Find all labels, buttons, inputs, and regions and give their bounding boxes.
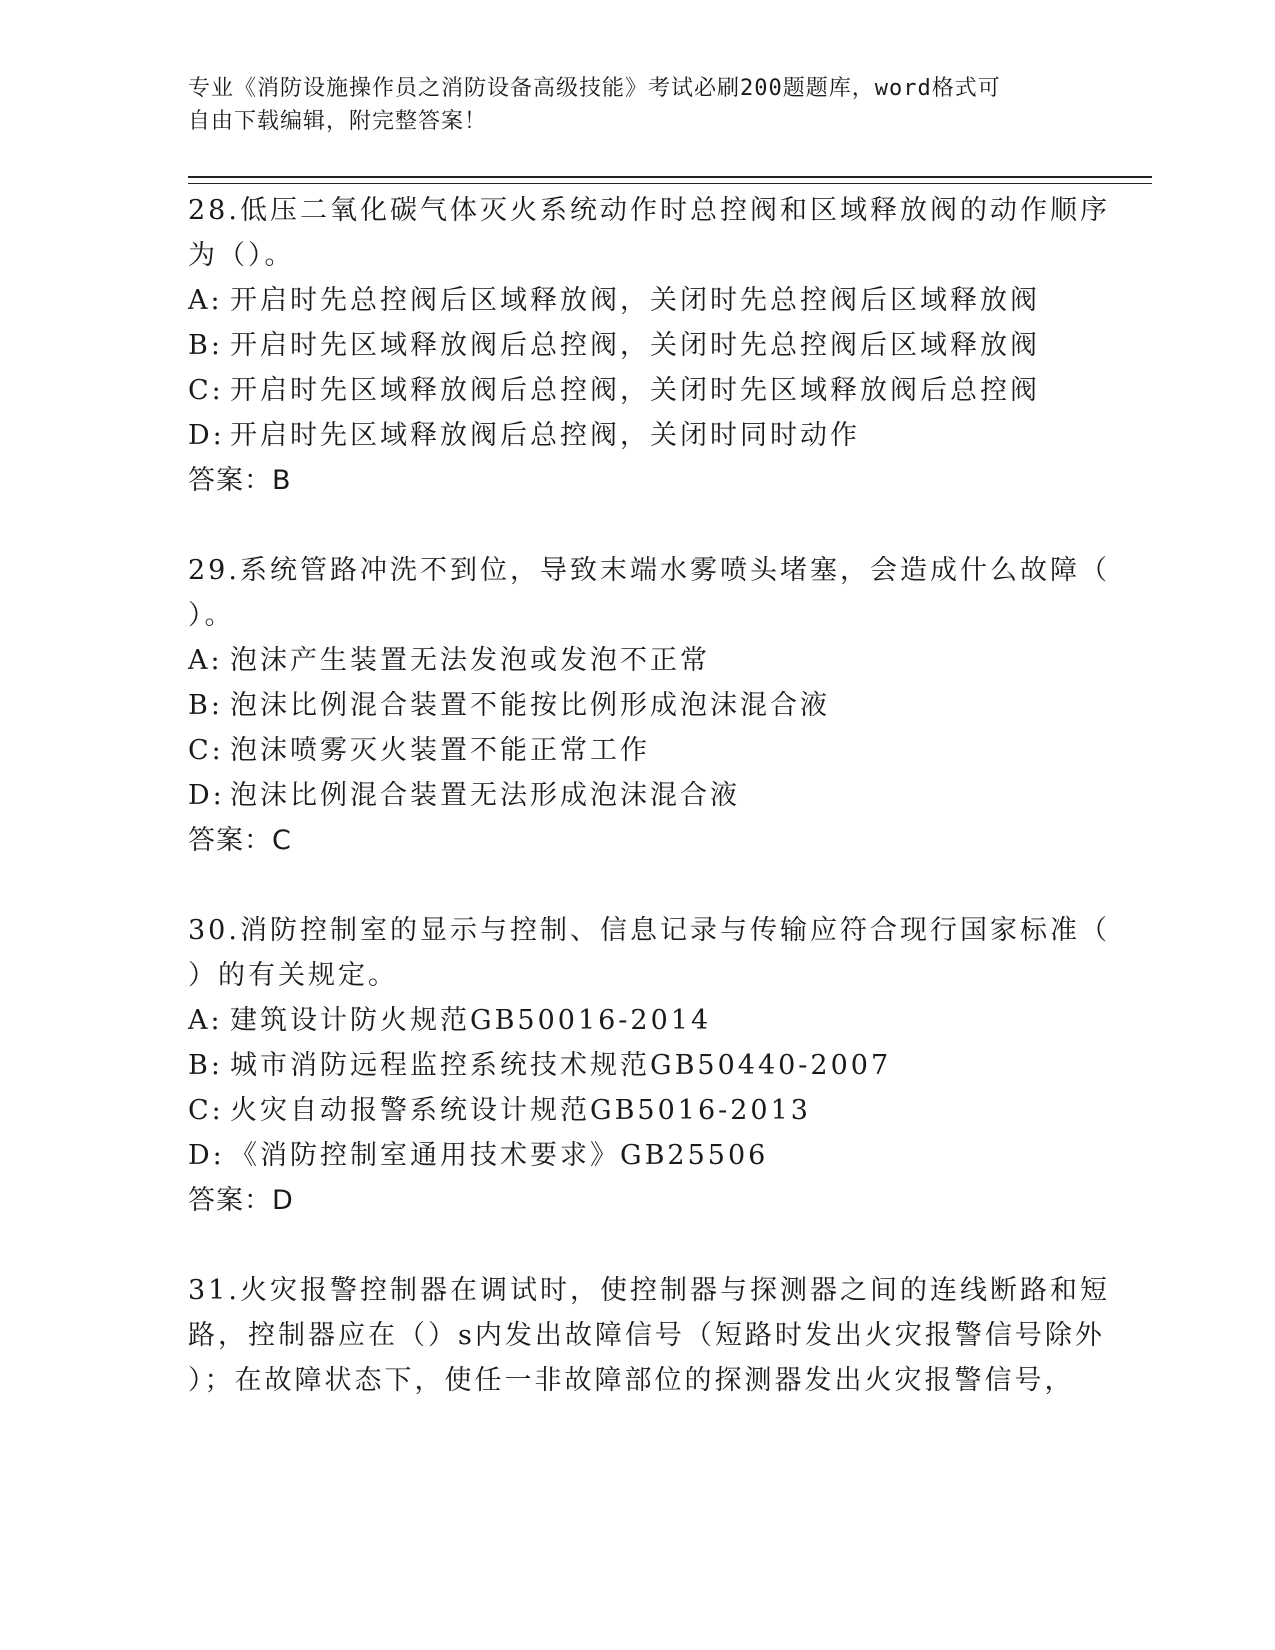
option-letter: B: <box>188 330 223 361</box>
question-text-line: 28.低压二氧化碳气体灭火系统动作时总控阀和区域释放阀的动作顺序 <box>188 195 1110 226</box>
option-text: 开启时先区域释放阀后总控阀，关闭时先总控阀后区域释放阀 <box>230 330 1040 361</box>
option-text: 泡沫比例混合装置不能按比例形成泡沫混合液 <box>230 690 830 721</box>
header-rule-thin <box>188 183 1152 184</box>
option-d <box>188 1133 1088 1178</box>
question-text-line: 31.火灾报警控制器在调试时，使控制器与探测器之间的连线断路和短 <box>188 1275 1110 1306</box>
option-text: 建筑设计防火规范GB50016-2014 <box>230 1005 712 1036</box>
option-b <box>188 1043 1088 1088</box>
option-d <box>188 773 1088 818</box>
option-c <box>188 728 1088 773</box>
question-text-line: ）；在故障状态下，使任一非故障部位的探测器发出火灾报警信号， <box>188 1365 1075 1396</box>
question-text-line: ）的有关规定。 <box>188 960 398 991</box>
answer-line: 答案：C <box>188 825 292 856</box>
question-31 <box>188 1268 1110 1403</box>
question-30 <box>188 908 1110 1223</box>
option-letter: D: <box>188 420 225 451</box>
option-text: 泡沫比例混合装置无法形成泡沫混合液 <box>230 780 740 811</box>
header-rule-thick <box>188 176 1152 178</box>
question-text-line: ）。 <box>188 600 235 631</box>
header-line-2: 自由下载编辑，附完整答案！ <box>188 109 488 134</box>
option-text: 开启时先区域释放阀后总控阀，关闭时先区域释放阀后总控阀 <box>230 375 1040 406</box>
option-a <box>188 638 1088 683</box>
option-text: 《消防控制室通用技术要求》GB25506 <box>230 1140 769 1171</box>
question-text-line: 为（）。 <box>188 240 295 271</box>
option-letter: A: <box>188 645 223 676</box>
option-text: 泡沫产生装置无法发泡或发泡不正常 <box>230 645 710 676</box>
header-line-1: 专业《消防设施操作员之消防设备高级技能》考试必刷200题题库，word格式可 <box>188 76 1001 101</box>
option-letter: C: <box>188 375 224 406</box>
option-c <box>188 368 1088 413</box>
option-text: 火灾自动报警系统设计规范GB5016-2013 <box>230 1095 811 1126</box>
answer-line: 答案：D <box>188 1185 294 1216</box>
option-letter: C: <box>188 1095 224 1126</box>
option-letter: A: <box>188 1005 223 1036</box>
answer-line: 答案：B <box>188 465 292 496</box>
option-text: 开启时先总控阀后区域释放阀，关闭时先总控阀后区域释放阀 <box>230 285 1040 316</box>
option-letter: D: <box>188 780 225 811</box>
option-b <box>188 323 1088 368</box>
option-text: 城市消防远程监控系统技术规范GB50440-2007 <box>230 1050 892 1081</box>
option-letter: A: <box>188 285 223 316</box>
option-text: 开启时先区域释放阀后总控阀，关闭时同时动作 <box>230 420 860 451</box>
option-letter: C: <box>188 735 224 766</box>
question-28 <box>188 188 1110 503</box>
option-letter: B: <box>188 1050 223 1081</box>
option-d <box>188 413 1088 458</box>
option-a <box>188 278 1088 323</box>
option-letter: D: <box>188 1140 225 1171</box>
question-29 <box>188 548 1110 863</box>
question-text-line: 路，控制器应在（）s内发出故障信号（短路时发出火灾报警信号除外 <box>188 1320 1105 1351</box>
option-text: 泡沫喷雾灭火装置不能正常工作 <box>230 735 650 766</box>
question-text-line: 29.系统管路冲洗不到位，导致末端水雾喷头堵塞，会造成什么故障（ <box>188 555 1110 586</box>
option-a <box>188 998 1088 1043</box>
question-text-line: 30.消防控制室的显示与控制、信息记录与传输应符合现行国家标准（ <box>188 915 1110 946</box>
option-letter: B: <box>188 690 223 721</box>
question-list <box>188 188 1110 1448</box>
header-note <box>188 72 1088 138</box>
option-b <box>188 683 1088 728</box>
option-c <box>188 1088 1088 1133</box>
